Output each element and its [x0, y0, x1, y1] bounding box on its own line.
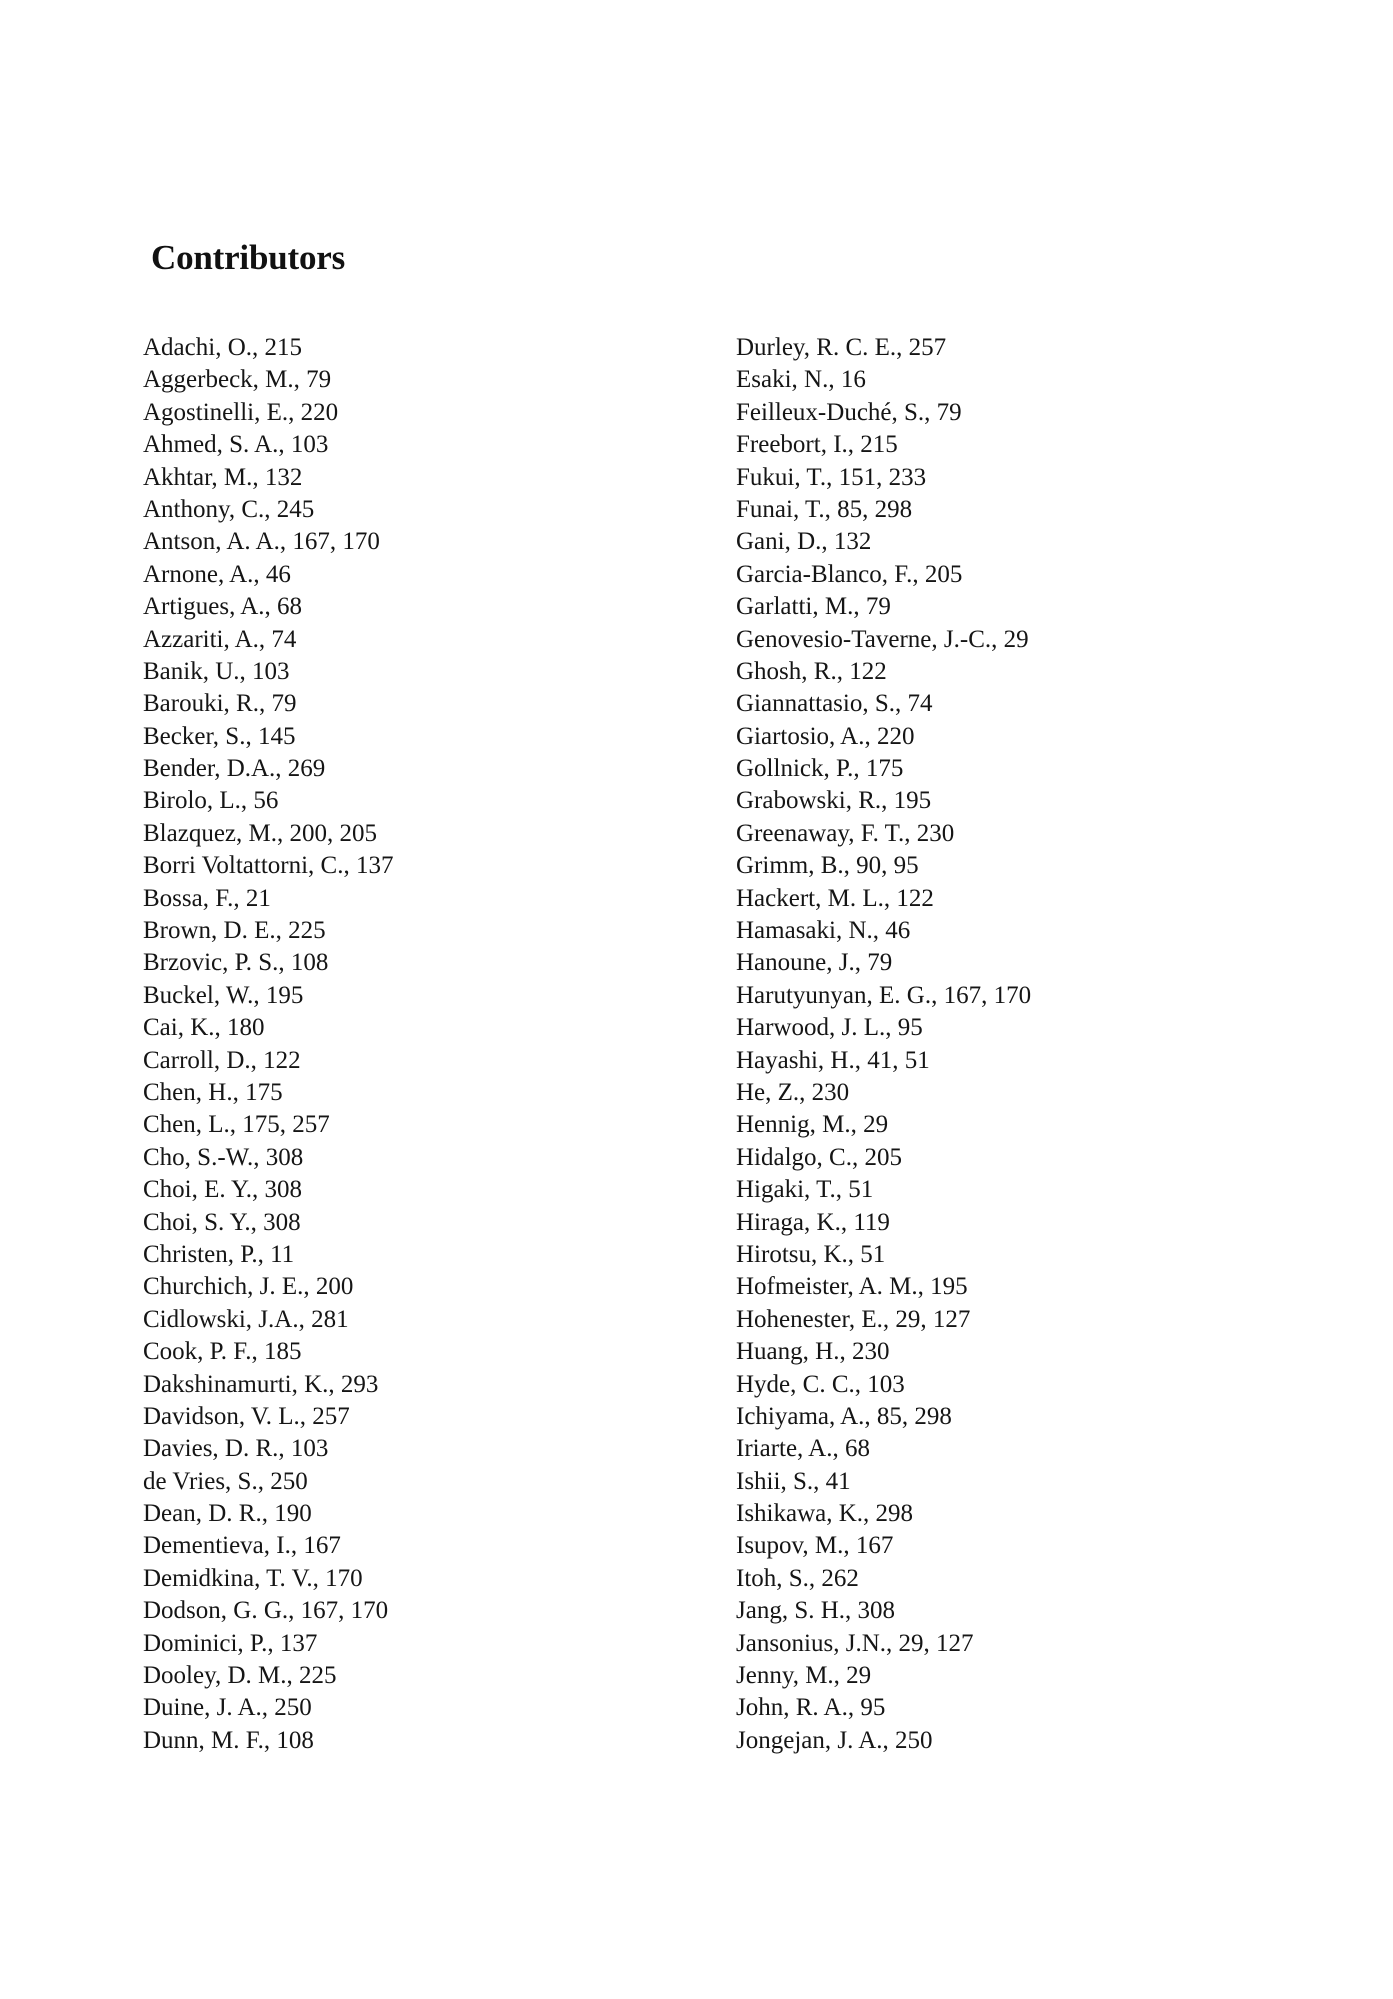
contributor-entry: Cook, P. F., 185: [143, 1338, 302, 1366]
contributor-entry: Blazquez, M., 200, 205: [143, 819, 377, 847]
contributor-entry: Dakshinamurti, K., 293: [143, 1370, 379, 1398]
contributor-entry: Agostinelli, E., 220: [143, 398, 339, 426]
contributor-entry: Churchich, J. E., 200: [143, 1273, 354, 1301]
contributor-entry: Arnone, A., 46: [143, 560, 291, 588]
contributor-entry: Cai, K., 180: [143, 1014, 265, 1042]
contributor-entry: Ghosh, R., 122: [736, 657, 887, 685]
contributor-entry: Buckel, W., 195: [143, 981, 304, 1009]
contributor-entry: de Vries, S., 250: [143, 1467, 308, 1495]
contributor-entry: Choi, E. Y., 308: [143, 1176, 303, 1204]
contributor-entry: Chen, H., 175: [143, 1078, 283, 1106]
contributor-entry: Dodson, G. G., 167, 170: [143, 1597, 389, 1625]
contributors-column-left: [143, 332, 703, 1757]
page-title: Contributors: [151, 238, 345, 277]
contributor-entry: Chen, L., 175, 257: [143, 1111, 330, 1139]
contributor-entry: Choi, S. Y., 308: [143, 1208, 301, 1236]
contributor-entry: Dooley, D. M., 225: [143, 1662, 337, 1690]
contributor-entry: Dominici, P., 137: [143, 1629, 318, 1657]
contributor-entry: Ishii, S., 41: [736, 1467, 851, 1495]
contributor-entry: Demidkina, T. V., 170: [143, 1564, 363, 1592]
contributor-entry: Artigues, A., 68: [143, 593, 303, 621]
contributor-entry: Cho, S.-W., 308: [143, 1143, 304, 1171]
contributor-entry: Giannattasio, S., 74: [736, 690, 933, 718]
contributor-entry: Ichiyama, A., 85, 298: [736, 1402, 952, 1430]
contributor-entry: Grabowski, R., 195: [736, 787, 932, 815]
contributor-entry: Hofmeister, A. M., 195: [736, 1273, 968, 1301]
contributor-entry: Banik, U., 103: [143, 657, 290, 685]
contributor-entry: Brzovic, P. S., 108: [143, 949, 329, 977]
contributor-entry: He, Z., 230: [736, 1078, 850, 1106]
contributor-entry: Isupov, M., 167: [736, 1532, 894, 1560]
contributor-entry: Hayashi, H., 41, 51: [736, 1046, 930, 1074]
contributor-entry: Jongejan, J. A., 250: [736, 1726, 933, 1754]
contributor-entry: Akhtar, M., 132: [143, 463, 303, 491]
contributor-entry: Iriarte, A., 68: [736, 1435, 870, 1463]
contributor-entry: Cidlowski, J.A., 281: [143, 1305, 349, 1333]
contributor-entry: Funai, T., 85, 298: [736, 495, 913, 523]
contributor-entry: Garlatti, M., 79: [736, 593, 891, 621]
contributor-entry: Hennig, M., 29: [736, 1111, 889, 1139]
contributor-entry: Jenny, M., 29: [736, 1662, 872, 1690]
contributor-entry: Durley, R. C. E., 257: [736, 334, 947, 361]
contributor-entry: Adachi, O., 215: [143, 334, 302, 361]
contributor-entry: Bossa, F., 21: [143, 884, 271, 912]
contributor-entry: Giartosio, A., 220: [736, 722, 915, 750]
contributor-entry: Dean, D. R., 190: [143, 1500, 312, 1528]
contributor-entry: Carroll, D., 122: [143, 1046, 301, 1074]
contributor-entry: Anthony, C., 245: [143, 495, 315, 523]
contributor-entry: Borri Voltattorni, C., 137: [143, 852, 394, 880]
contributor-entry: Esaki, N., 16: [736, 366, 866, 394]
contributor-entry: Becker, S., 145: [143, 722, 296, 750]
contributor-entry: Jang, S. H., 308: [736, 1597, 896, 1625]
contributor-entry: Dunn, M. F., 108: [143, 1726, 314, 1754]
contributor-entry: Christen, P., 11: [143, 1240, 295, 1268]
contributor-entry: Feilleux-Duché, S., 79: [736, 398, 962, 426]
contributor-entry: Huang, H., 230: [736, 1338, 890, 1366]
contributor-entry: Higaki, T., 51: [736, 1176, 874, 1204]
contributors-column-right: [736, 332, 1336, 1757]
contributor-entry: Hidalgo, C., 205: [736, 1143, 902, 1171]
contributor-entry: Hackert, M. L., 122: [736, 884, 934, 912]
contributor-entry: Hanoune, J., 79: [736, 949, 893, 977]
contributor-entry: Ahmed, S. A., 103: [143, 431, 329, 459]
contributor-entry: Aggerbeck, M., 79: [143, 366, 332, 394]
contributor-entry: Davidson, V. L., 257: [143, 1402, 350, 1430]
contributor-entry: Antson, A. A., 167, 170: [143, 528, 380, 556]
contributor-entry: Hohenester, E., 29, 127: [736, 1305, 971, 1333]
contributor-entry: Bender, D.A., 269: [143, 755, 326, 783]
contributor-entry: Hamasaki, N., 46: [736, 917, 911, 945]
contributor-entry: Harutyunyan, E. G., 167, 170: [736, 981, 1032, 1009]
contributor-entry: Barouki, R., 79: [143, 690, 297, 718]
contributor-entry: Dementieva, I., 167: [143, 1532, 341, 1560]
contributor-entry: Grimm, B., 90, 95: [736, 852, 919, 880]
contributor-entry: Itoh, S., 262: [736, 1564, 859, 1592]
contributor-entry: Freebort, I., 215: [736, 431, 898, 459]
contributor-entry: Duine, J. A., 250: [143, 1694, 312, 1722]
contributor-entry: Azzariti, A., 74: [143, 625, 297, 653]
contributor-entry: Ishikawa, K., 298: [736, 1500, 914, 1528]
contributor-entry: Gollnick, P., 175: [736, 755, 904, 783]
contributor-entry: Hyde, C. C., 103: [736, 1370, 905, 1398]
contributor-entry: Garcia-Blanco, F., 205: [736, 560, 963, 588]
contributor-entry: Davies, D. R., 103: [143, 1435, 329, 1463]
contributor-entry: Hirotsu, K., 51: [736, 1240, 886, 1268]
contributor-entry: Hiraga, K., 119: [736, 1208, 890, 1236]
contributor-entry: Jansonius, J.N., 29, 127: [736, 1629, 974, 1657]
contributor-entry: Gani, D., 132: [736, 528, 872, 556]
contributor-entry: Birolo, L., 56: [143, 787, 279, 815]
contributor-entry: John, R. A., 95: [736, 1694, 886, 1722]
contributor-entry: Brown, D. E., 225: [143, 917, 326, 945]
contributor-entry: Greenaway, F. T., 230: [736, 819, 955, 847]
contributor-entry: Harwood, J. L., 95: [736, 1014, 923, 1042]
contributor-entry: Genovesio-Taverne, J.-C., 29: [736, 625, 1029, 653]
contributor-entry: Fukui, T., 151, 233: [736, 463, 927, 491]
